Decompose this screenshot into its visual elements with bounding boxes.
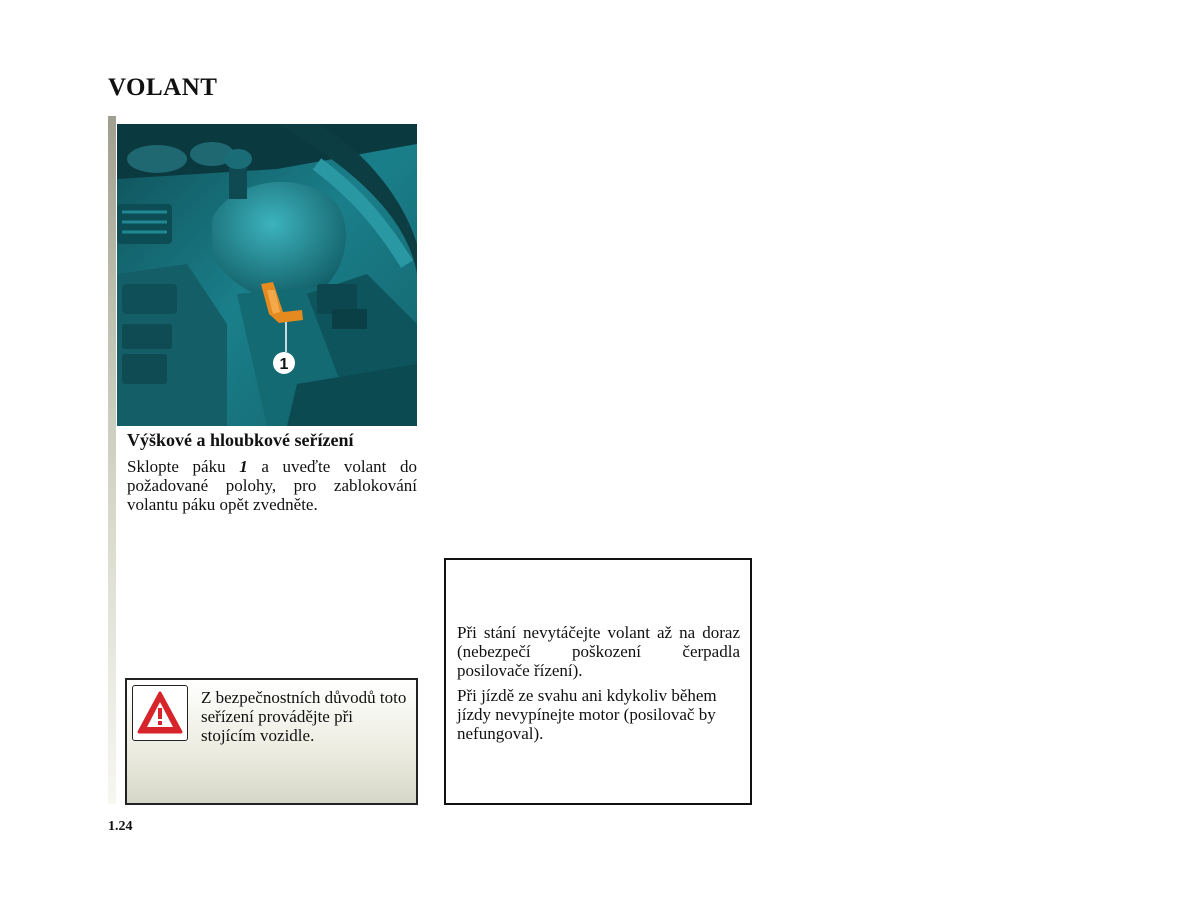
warning-triangle-icon: [132, 685, 188, 741]
lever-reference: 1: [239, 457, 248, 476]
page-title: VOLANT: [108, 74, 218, 101]
steering-column-photo: [117, 124, 417, 426]
adjustment-instructions: [127, 457, 417, 514]
instructions-text-end: a uveďte volant do požadované polohy, pro zablokování volantu páku opět zvedněte.: [127, 457, 417, 514]
instructions-text-start: Sklopte páku: [127, 457, 240, 476]
safety-warning-box: [125, 678, 418, 805]
note-paragraph-2: Při jízdě ze svahu ani kdykoliv během jízdy nevypínejte motor (posilovač by nefungoval).: [457, 686, 717, 743]
steering-note-box: [444, 558, 752, 805]
page-number: 1.24: [108, 819, 133, 834]
warning-text: Z bezpečnostních důvodů toto seřízení provádějte při stojícím vozidle.: [201, 688, 407, 745]
steering-column-illustration: [117, 124, 417, 426]
lever-callout-label: 1: [279, 356, 289, 373]
section-heading: Výškové a hloubkové seřízení: [127, 430, 354, 450]
note-paragraph-1: Při stání nevytáčejte volant až na doraz (nebezpečí poškození čerpadla posilovače řízení).: [457, 623, 740, 680]
